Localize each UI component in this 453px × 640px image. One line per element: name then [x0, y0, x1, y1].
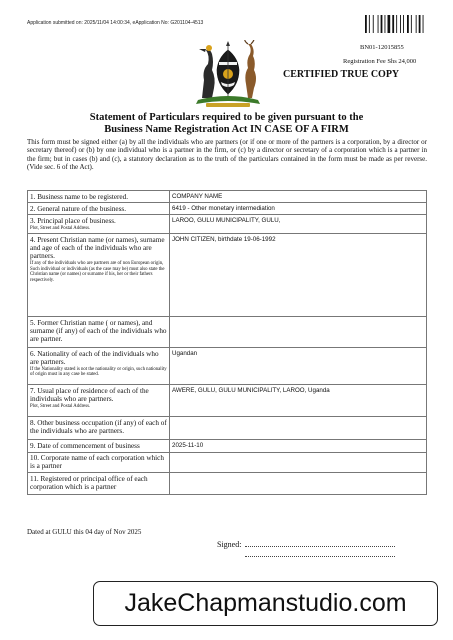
table-row — [28, 191, 427, 203]
row-label-cell — [28, 440, 170, 452]
barcode — [365, 15, 427, 33]
row-sublabel: If the Nationality stated is not the nationality or origin, such nationality of origin must in any case be stated. — [30, 366, 167, 378]
particulars-table — [27, 190, 427, 495]
barcode-bar — [369, 15, 370, 33]
row-label: 6. Nationality of each of the individuals who are partners. — [30, 349, 159, 367]
barcode-bar — [365, 15, 367, 33]
title-line-1: Statement of Particulars required to be given pursuant to the — [89, 112, 364, 123]
row-label: 7. Usual place of residence of each of the individuals who are partners. — [30, 386, 149, 404]
barcode-bar — [416, 15, 417, 33]
row-label-cell — [28, 191, 170, 203]
barcode-bar — [385, 15, 386, 33]
row-value — [170, 417, 427, 440]
row-label: 4. Present Christian name (or names), surname and age of each of the individuals who are partners. — [30, 235, 165, 261]
row-label-cell — [28, 473, 170, 495]
table-row — [28, 473, 427, 495]
row-value: AWERE, GULU, GULU MUNICIPALITY, LAROO, Uganda — [170, 385, 427, 417]
barcode-bar — [381, 15, 383, 33]
signed-label: Signed: — [217, 540, 242, 549]
certified-true-copy: CERTIFIED TRUE COPY — [283, 69, 400, 80]
row-value: 2025-11-10 — [170, 440, 427, 452]
table-row — [28, 440, 427, 452]
barcode-bar — [400, 15, 401, 33]
table-row — [28, 385, 427, 417]
row-label-cell — [28, 203, 170, 215]
row-value: COMPANY NAME — [170, 191, 427, 203]
row-label-cell — [28, 317, 170, 348]
barcode-bar — [411, 15, 412, 33]
table-row — [28, 348, 427, 385]
document-title — [0, 112, 453, 136]
row-value — [170, 452, 427, 472]
row-label-cell — [28, 385, 170, 417]
row-sublabel: Plot, Street and Postal Address. — [30, 403, 91, 409]
row-label: 3. Principal place of business. — [30, 216, 116, 225]
barcode-bar — [419, 15, 421, 33]
row-label: 8. Other business occupation (if any) of each of the individuals who are partners. — [30, 418, 167, 436]
row-label-cell — [28, 452, 170, 472]
watermark-banner: JakeChapmanstudio.com — [93, 581, 438, 626]
row-label: 11. Registered or principal office of each corporation which is a partner — [30, 474, 148, 491]
row-value: Ugandan — [170, 348, 427, 385]
barcode-bar — [378, 15, 379, 33]
row-value: LAROO, GULU MUNICIPALITY, GULU, — [170, 215, 427, 234]
barcode-bar — [407, 15, 409, 33]
title-line-2: Business Name Registration Act IN CASE OF A FIRM — [104, 124, 349, 135]
barcode-bar — [423, 15, 424, 33]
registration-fee: Registration Fee Shs 24,000 — [343, 58, 417, 65]
signature-line-1 — [245, 546, 395, 547]
barcode-bar — [388, 15, 391, 33]
table-row — [28, 234, 427, 317]
row-value — [170, 473, 427, 495]
table-row — [28, 417, 427, 440]
barcode-bar — [392, 15, 394, 33]
table-row — [28, 452, 427, 472]
row-label: 10. Corporate name of each corporation which is a partner — [30, 454, 164, 471]
row-sublabel: Plot, Street and Postal Address. — [30, 225, 91, 231]
application-info: Application submitted on: 2025/11/04 14:00:34, eApplication No: G201104-4513 — [27, 20, 204, 26]
row-value: JOHN CITIZEN, birthdate 19-06-1992 — [170, 234, 427, 317]
barcode-bar — [373, 15, 374, 33]
row-sublabel: If any of the individuals who are partners are of non European origin, Such individual or individuals (as the case may be) must also state the Christian name (or names) or surname if his, her or their fathers respectively. — [30, 261, 165, 283]
signature-line-2 — [245, 556, 395, 557]
row-label: 5. Former Christian name ( or names), and surname (if any) of each of the individuals who are partner. — [30, 318, 167, 344]
barcode-bar — [396, 15, 397, 33]
bn-number: BN01-12015855 — [360, 44, 404, 51]
row-label-cell — [28, 215, 170, 234]
row-label-cell — [28, 348, 170, 385]
dated-line: Dated at GULU this 04 day of Nov 2025 — [27, 528, 142, 536]
row-label-cell — [28, 417, 170, 440]
row-label: 2. General nature of the business. — [30, 204, 127, 213]
intro-paragraph: This form must be signed either (a) by all the individuals who are partners (or if one or more of the partners is a corporation, by a director or secretary thereof) or (b) by one individual who is a partner in the firm, or (c) by a director or secretary of a corporation which is a partner in the firm; but in cases (b) and (c), a statutory declaration as to the truth of the particulars contained in the form must be made as per reverse. (Vide sec. 6 of the Act). — [27, 138, 427, 172]
coat-of-arms-icon — [188, 40, 268, 108]
row-label: 9. Date of commencement of business — [30, 441, 140, 450]
barcode-bar — [403, 15, 404, 33]
row-label-cell — [28, 234, 170, 317]
table-row — [28, 317, 427, 348]
table-row — [28, 215, 427, 234]
table-row — [28, 203, 427, 215]
row-value: 6419 - Other monetary intermediation — [170, 203, 427, 215]
row-value — [170, 317, 427, 348]
row-label: 1. Business name to be registered. — [30, 192, 129, 201]
